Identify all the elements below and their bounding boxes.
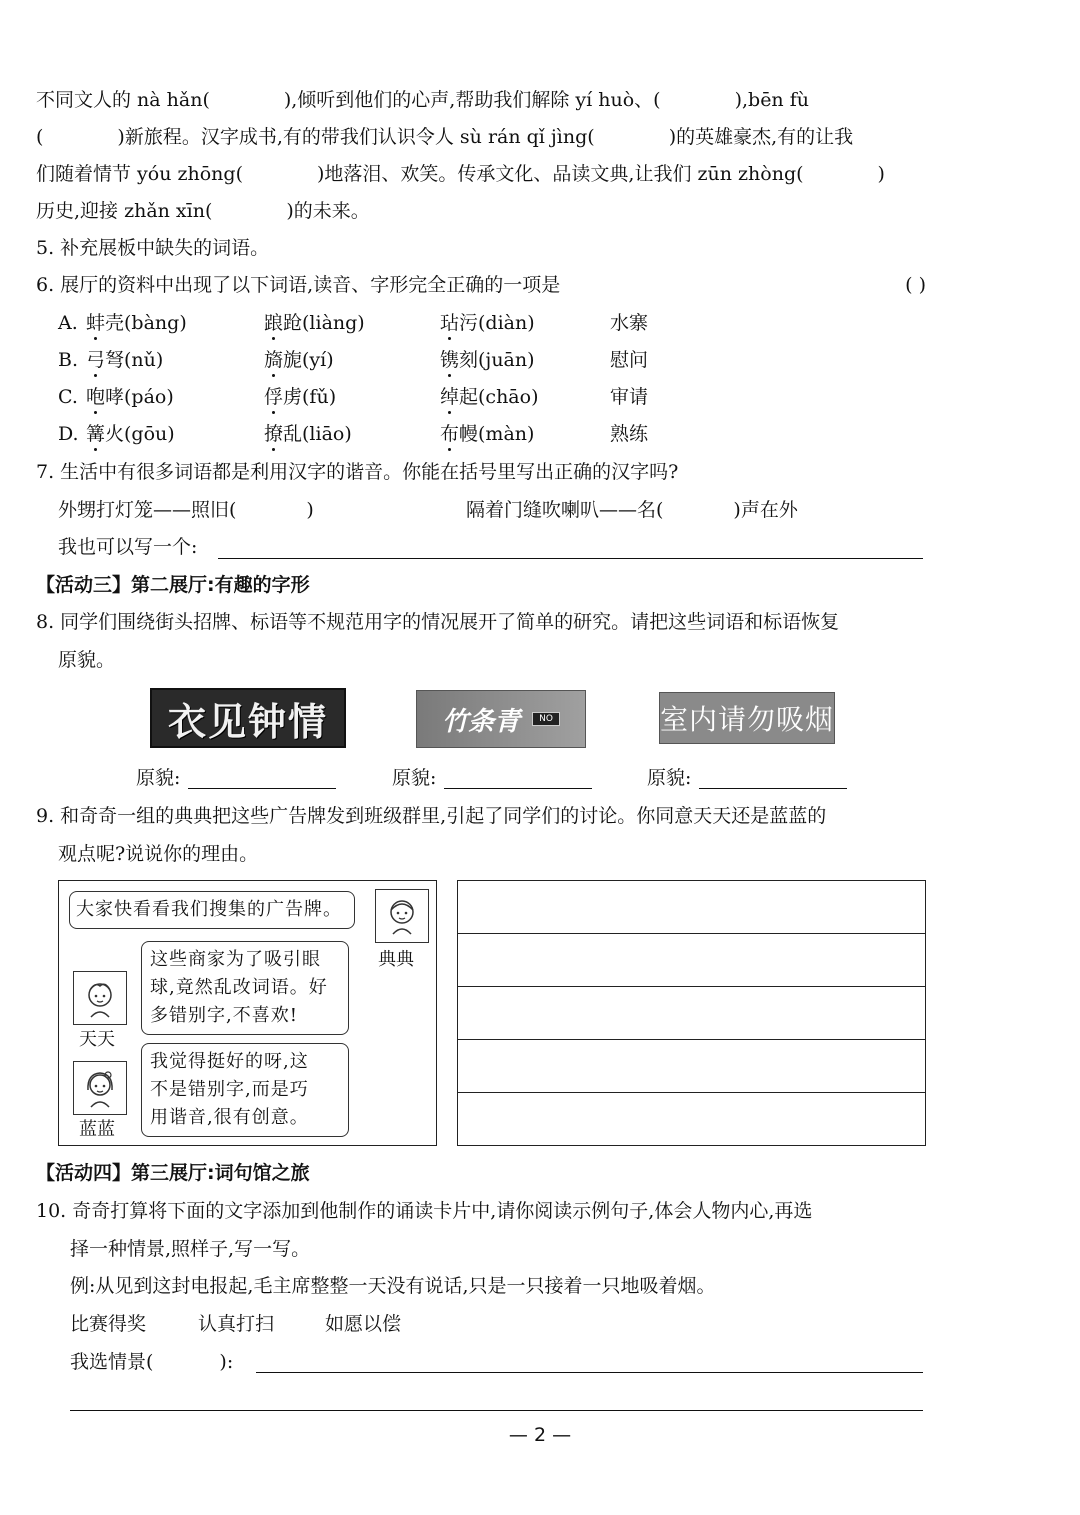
answer-paren[interactable]: ( ) bbox=[905, 274, 926, 296]
question-8-line-2: 原貌。 bbox=[58, 649, 116, 671]
question-8-line-1: 8. 同学们围绕街头招牌、标语等不规范用字的情况展开了简单的研究。请把这些词语和标语恢复 bbox=[36, 611, 840, 633]
dialogue-panel bbox=[58, 880, 437, 1146]
answer-row-line bbox=[458, 1039, 925, 1040]
homophone-example-1: 外甥打灯笼——照旧( ) bbox=[58, 499, 314, 521]
activity-3-heading: 【活动三】第二展厅:有趣的字形 bbox=[36, 574, 310, 596]
example-sentence: 例:从见到这封电报起,毛主席整整一天没有说话,只是一只接着一只地吸着烟。 bbox=[70, 1275, 716, 1297]
intro-line-1: 不同文人的 nà hǎn( ),倾听到他们的心声,帮助我们解除 yí huò、( ),bēn fù bbox=[36, 89, 809, 111]
scene-answer-line[interactable] bbox=[256, 1372, 923, 1373]
speech-bubble-diandian: 大家快看看我们搜集的广告牌。 bbox=[69, 891, 355, 929]
scene-option-2[interactable]: 认真打扫 bbox=[198, 1313, 275, 1335]
speech-bubble-lanlan: 我觉得挺好的呀,这 不是错别字,而是巧 用谐音,很有创意。 bbox=[141, 1043, 349, 1137]
sign-image-1: 衣见钟情 bbox=[150, 688, 346, 748]
intro-line-2: ( )新旅程。汉字成书,有的带我们认识令人 sù rán qǐ jìng( )的英雄豪杰,有的让我 bbox=[36, 126, 854, 148]
answer-row-line bbox=[458, 933, 925, 934]
lanlan-avatar bbox=[73, 1061, 127, 1115]
sign-image-3: 室内请勿吸烟 bbox=[659, 692, 835, 744]
diandian-name: 典典 bbox=[378, 949, 414, 970]
question-9-line-2: 观点呢?说说你的理由。 bbox=[58, 843, 259, 865]
answer-row-line bbox=[458, 986, 925, 987]
footer-divider bbox=[70, 1410, 923, 1411]
tiantian-name: 天天 bbox=[79, 1029, 115, 1050]
diandian-avatar bbox=[375, 889, 429, 943]
activity-4-heading: 【活动四】第三展厅:词句馆之旅 bbox=[36, 1162, 310, 1184]
answer-box[interactable] bbox=[457, 880, 926, 1146]
answer-row-line bbox=[458, 1092, 925, 1093]
question-10-line-1: 10. 奇奇打算将下面的文字添加到他制作的诵读卡片中,请你阅读示例句子,体会人物内心,再选 bbox=[36, 1200, 813, 1222]
intro-line-4: 历史,迎接 zhǎn xīn( )的未来。 bbox=[36, 200, 370, 222]
tiantian-avatar bbox=[73, 971, 127, 1025]
scene-option-3[interactable]: 如愿以偿 bbox=[325, 1313, 402, 1335]
homophone-example-2: 隔着门缝吹喇叭——名( )声在外 bbox=[466, 499, 798, 521]
intro-line-3: 们随着情节 yóu zhōng( )地落泪、欢笑。传承文化、品读文典,让我们 zūn zhòng( ) bbox=[36, 163, 885, 185]
original-label-1: 原貌: bbox=[136, 767, 181, 789]
lanlan-name: 蓝蓝 bbox=[79, 1119, 115, 1140]
speech-bubble-tiantian: 这些商家为了吸引眼 球,竟然乱改词语。好 多错别字,不喜欢! bbox=[141, 941, 349, 1035]
question-9-line-1: 9. 和奇奇一组的典典把这些广告牌发到班级群里,引起了同学们的讨论。你同意天天还是蓝蓝的 bbox=[36, 805, 827, 827]
question-6: 6. 展厅的资料中出现了以下词语,读音、字形完全正确的一项是 ( ) bbox=[36, 274, 926, 296]
scene-option-1[interactable]: 比赛得奖 bbox=[70, 1313, 147, 1335]
page-number: — 2 — bbox=[508, 1424, 572, 1446]
question-10-line-2: 择一种情景,照样子,写一写。 bbox=[70, 1238, 311, 1260]
own-example-label: 我也可以写一个: bbox=[58, 536, 198, 558]
choose-scene-label: 我选情景( ): bbox=[70, 1351, 234, 1373]
original-label-3: 原貌: bbox=[647, 767, 692, 789]
original-answer-line-3[interactable] bbox=[699, 788, 847, 789]
question-5: 5. 补充展板中缺失的词语。 bbox=[36, 237, 270, 259]
own-example-answer-line[interactable] bbox=[218, 558, 923, 559]
original-answer-line-2[interactable] bbox=[444, 788, 592, 789]
sign-image-2: 竹条青 NO bbox=[416, 690, 586, 748]
original-answer-line-1[interactable] bbox=[188, 788, 336, 789]
original-label-2: 原貌: bbox=[392, 767, 437, 789]
question-7: 7. 生活中有很多词语都是利用汉字的谐音。你能在括号里写出正确的汉字吗? bbox=[36, 461, 679, 483]
